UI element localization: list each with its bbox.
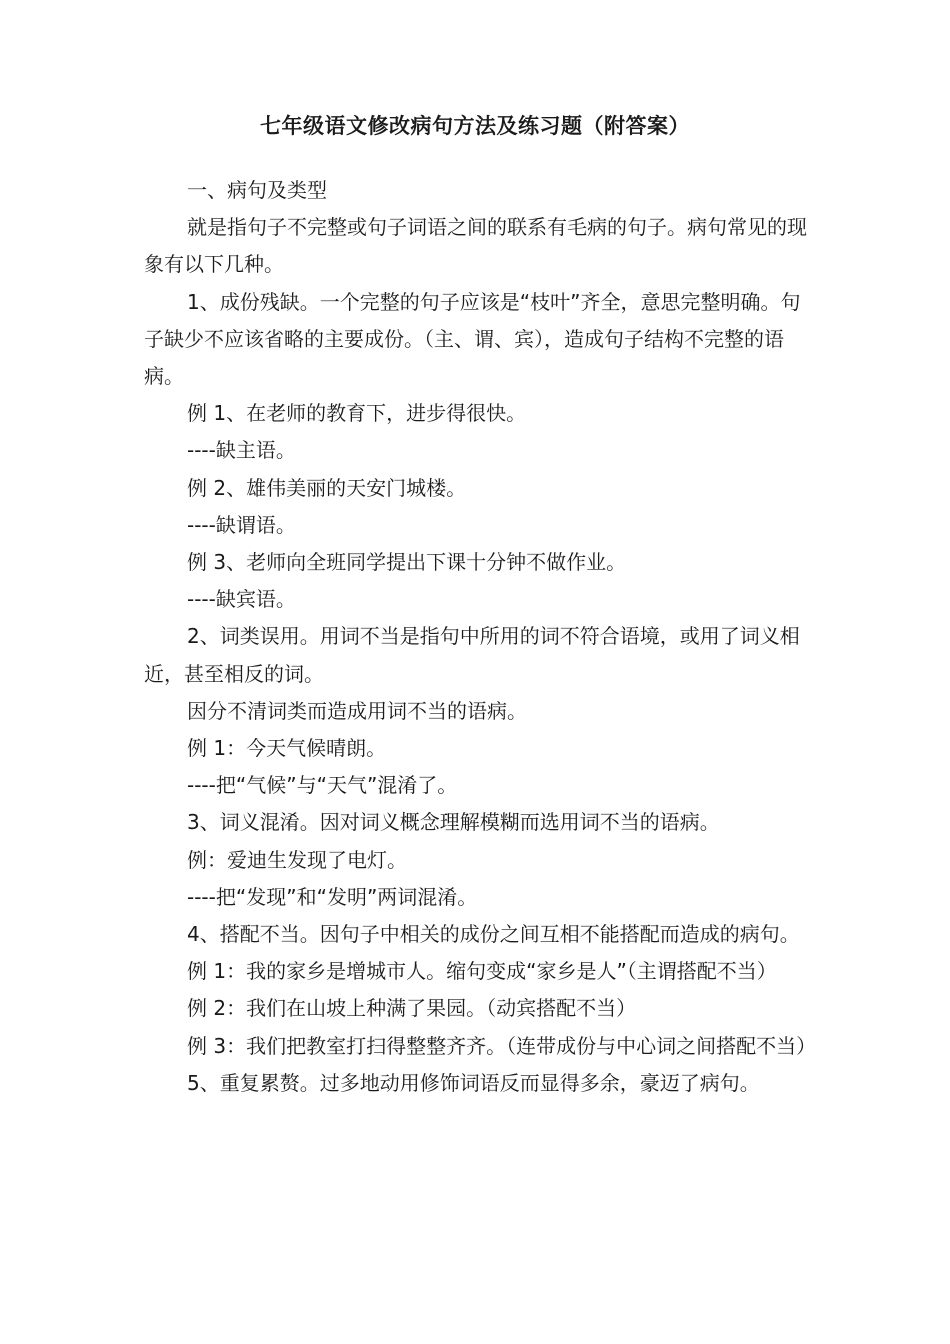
document-body — [144, 172, 817, 1102]
example-note: ----把“气候”与“天气”混淆了。 — [187, 773, 458, 798]
example-line: 例 1：今天气候晴朗。 — [187, 736, 387, 761]
paragraph-type-3: 3、词义混淆。因对词义概念理解模糊而选用词不当的语病。 — [187, 810, 720, 835]
example-note: ----缺主语。 — [187, 438, 296, 463]
paragraph-type-1: 1、成份残缺。一个完整的句子应该是“枝叶”齐全，意思完整明确。句子缺少不应该省略的主要成份。（主、谓、宾），造成句子结构不完整的语病。 — [144, 289, 801, 389]
paragraph-text: 因分不清词类而造成用词不当的语病。 — [187, 698, 527, 723]
example-line: 例 2：我们在山坡上种满了果园。（动宾搭配不当） — [187, 996, 637, 1021]
example-line: 例 3：我们把教室打扫得整整齐齐。（连带成份与中心词之间搭配不当） — [187, 1033, 817, 1058]
document-title: 七年级语文修改病句方法及练习题（附答案） — [260, 114, 690, 138]
example-note: ----缺谓语。 — [187, 512, 296, 537]
example-note: ----缺宾语。 — [187, 587, 296, 612]
example-note: ----把“发现”和“发明”两词混淆。 — [187, 884, 478, 909]
example-line: 例 2、雄伟美丽的天安门城楼。 — [187, 475, 467, 500]
paragraph-type-5: 5、重复累赘。过多地动用修饰词语反而显得多余，豪迈了病句。 — [187, 1070, 760, 1095]
heading-section-1: 一、病句及类型 — [187, 178, 327, 202]
example-line: 例 1：我的家乡是增城市人。缩句变成“家乡是人”（主谓搭配不当） — [187, 959, 777, 984]
paragraph-type-2: 2、词类误用。用词不当是指句中所用的词不符合语境，或用了词义相近，甚至相反的词。 — [144, 624, 800, 686]
example-line: 例 1、在老师的教育下，进步得很快。 — [187, 401, 527, 426]
paragraph-definition: 就是指句子不完整或句子词语之间的联系有毛病的句子。病句常见的现象有以下几种。 — [144, 215, 807, 277]
paragraph-type-4: 4、搭配不当。因句子中相关的成份之间互相不能搭配而造成的病句。 — [187, 922, 800, 947]
example-line: 例 3、老师向全班同学提出下课十分钟不做作业。 — [187, 550, 627, 575]
example-line: 例：爱迪生发现了电灯。 — [187, 847, 407, 872]
